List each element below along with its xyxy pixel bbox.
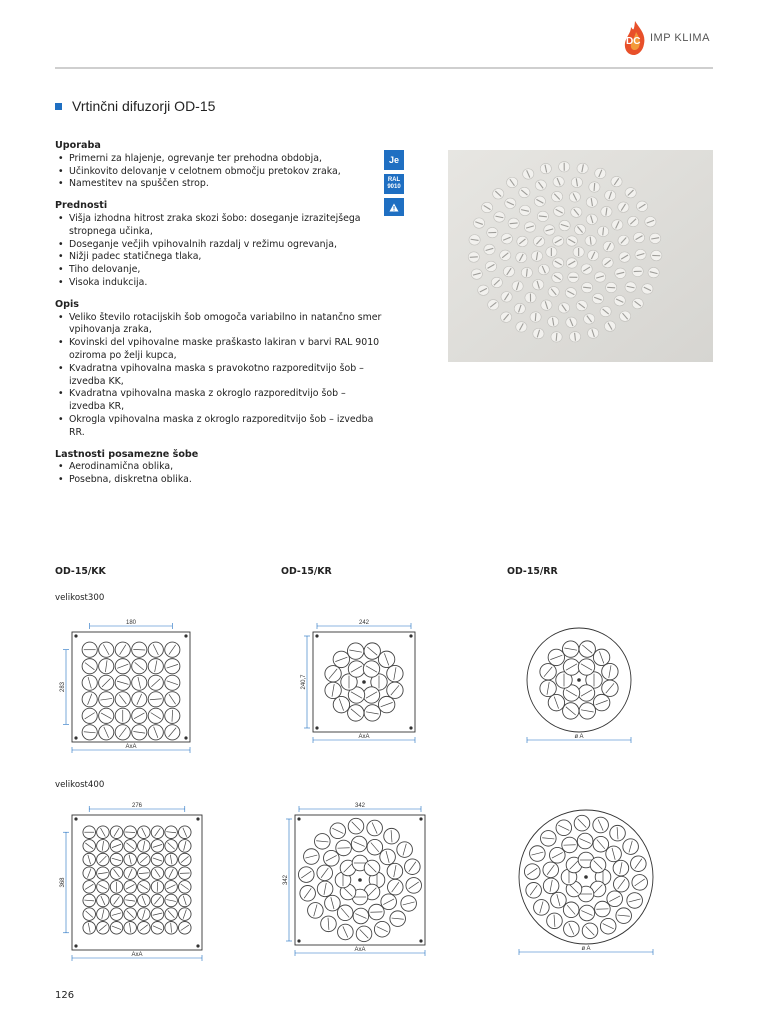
list-item: • Posebna, diskretna oblika. [55,474,385,487]
variant-label-rr: OD-15/RR [507,566,558,577]
list-item: • Tiho delovanje, [55,264,385,277]
warning-badge [384,198,404,216]
variant-label-kk: OD-15/KK [55,566,106,577]
list-item: • Namestitev na spuščen strop. [55,178,385,191]
drawing-kr-400 [280,797,450,967]
product-photo [448,150,713,362]
dimension-label: 276 [131,803,143,809]
ral-badge-line1: RAL [387,177,401,183]
drawing-kk-300 [55,612,225,762]
page-number: 126 [55,990,75,1001]
section-heading: Uporaba [55,140,101,151]
mounting-hole [74,944,77,947]
header-divider [55,67,713,69]
section-list [55,153,385,191]
dimension-label: 342 [354,803,366,809]
section-heading: Opis [55,298,80,310]
drawing-rr-300 [505,612,675,762]
center-point [584,875,588,879]
center-point [577,678,581,682]
center-point [362,680,366,684]
dimension-label: 342 [283,874,289,886]
logo-mark-text: DC [626,36,641,47]
mounting-hole [184,634,187,637]
size-label-400: velikost400 [55,780,105,790]
list-item: • Kvadratna vpihovalna maska z okroglo razporeditvijo šob – izvedba KR, [55,388,385,414]
list-item: • Višja izhodna hitrost zraka skozi šobo: doseganje izrazitejšega stropnega učinka, [55,213,385,239]
mounting-hole [419,817,422,820]
drawing-kk-400 [55,797,225,967]
dimension-label: 242 [358,620,370,626]
logo-text: IMP KLIMA [650,32,710,44]
dimension-label: 180 [125,620,137,626]
list-item: • Veliko število rotacijskih šob omogoča variabilno in natančno smer vpihovanja zraka, [55,312,385,338]
mounting-hole [315,726,318,729]
list-item: • Primerni za hlajenje, ogrevanje ter prehodna obdobja, [55,153,385,166]
section-heading: Lastnosti posamezne šobe [55,448,199,460]
list-item: • Kvadratna vpihovalna maska s pravokotno razporeditvijo šob – izvedba KK, [55,363,385,389]
mounting-hole [409,726,412,729]
drawing-rr-400 [505,797,675,967]
list-item: • Doseganje večjih vpihovalnih razdalj v režimu ogrevanja, [55,239,385,252]
variant-label-kr: OD-15/KR [281,566,332,577]
center-point [358,878,362,882]
dimension-label: AxA [354,947,366,953]
mounting-hole [196,944,199,947]
list-item: • Visoka indukcija. [55,277,385,290]
property-badges [384,150,404,220]
mounting-hole [184,736,187,739]
mounting-hole [196,817,199,820]
title-bullet-icon [55,103,62,110]
section-list [55,213,385,290]
mounting-hole [419,939,422,942]
mounting-hole [74,817,77,820]
dimension-label: AxA [125,744,137,750]
dimension-label: 368 [60,877,66,888]
mounting-hole [297,939,300,942]
section-list [55,461,385,487]
je-badge: Je [384,150,404,170]
ral-badge-line2: 9010 [387,184,401,190]
page-title [55,98,215,114]
list-item: • Učinkovito delovanje v celotnem območju pretokov zraka, [55,166,385,179]
page-title-text: Vrtinčni difuzorji OD-15 [72,98,216,114]
mounting-hole [409,634,412,637]
section-heading: Prednosti [55,200,108,212]
drawing-kr-300 [280,612,450,762]
size-label-300: velikost300 [55,593,105,603]
ral-badge [384,174,404,194]
imp-klima-logo [622,18,710,58]
list-item: • Aerodinamična oblika, [55,461,385,474]
dimension-label: AxA [131,952,143,958]
dimension-label: 240,7 [301,674,307,690]
list-item: • Okrogla vpihovalna maska z okroglo razporeditvijo šob – izvedba RR. [55,414,385,440]
dimension-label: AxA [358,734,370,740]
mounting-hole [74,634,77,637]
mounting-hole [74,736,77,739]
flame-logo-icon [622,20,648,56]
mounting-hole [297,817,300,820]
section-list [55,312,385,440]
list-item: • Nižji padec statičnega tlaka, [55,251,385,264]
dimension-label: ø A [581,946,591,952]
description-column [55,140,385,487]
dimension-label: ø A [574,734,584,740]
mounting-hole [315,634,318,637]
list-item: • Kovinski del vpihovalne maske praškasto lakiran v barvi RAL 9010 oziroma po želji kupca, [55,337,385,363]
dimension-label: 283 [60,681,66,693]
warning-icon [389,203,399,212]
